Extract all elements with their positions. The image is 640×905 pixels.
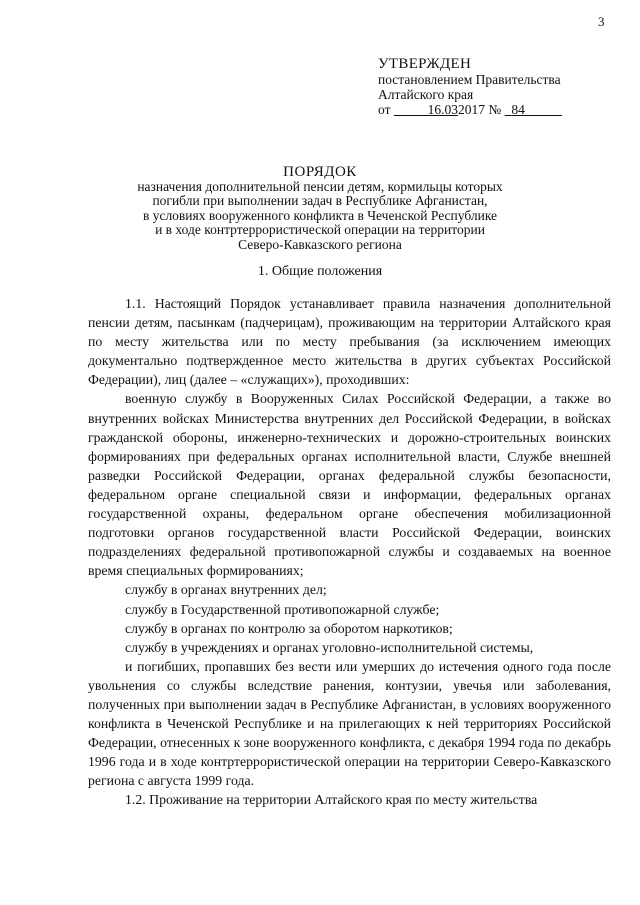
document-title: ПОРЯДОК xyxy=(283,164,357,180)
date-year: 2017 № xyxy=(457,102,502,117)
date-value xyxy=(394,102,458,117)
decree-number xyxy=(505,102,562,117)
paragraph-1-2: 1.2. Проживание на территории Алтайского края по месту жительства xyxy=(125,792,538,808)
approval-stamp: УТВЕРЖДЕН xyxy=(378,56,472,72)
approval-line-1: постановлением Правительства xyxy=(378,72,561,87)
paragraph-1-1: 1.1. Настоящий Порядок устанавливает правила назначения дополнительной пенсии детям, пасынкам (падчерицам), проживающим на территории Алтайского края по месту жительства или по месту пребывания (за исключением имеющих документально подтвержденное место жительства в других субъектах Российской Федерации), лиц (далее – «служащих»), проходивших: xyxy=(88,296,611,388)
list-item-internal-affairs: службу в органах внутренних дел; xyxy=(125,582,327,598)
approval-date-line xyxy=(378,102,628,117)
title-line-2: погибли при выполнении задач в Республике Афганистан, xyxy=(152,193,488,208)
approval-block xyxy=(378,57,628,117)
decree-number-text: 84 xyxy=(511,102,525,117)
section-heading: 1. Общие положения xyxy=(257,264,383,279)
document-title-block xyxy=(60,165,580,252)
paragraph-military-service: военную службу в Вооруженных Силах Российской Федерации, а также во внутренних войсках Министерства внутренних дел Российской Федерации, в войсках гражданской обороны, инженерно-технических и дорожно-строительных воинских формированиях при федеральных органах исполнительной власти, Службе внешней разведки Российской Федерации, органах федеральной службы безопасности, федеральном органе специальной связи и информации, федеральных органах государственной охраны, федеральном органе обеспечения мобилизационной подготовки органов государственной власти Российской Федерации, воинских подразделениях федеральной противопожарной службы и создаваемых на военное время специальных формированиях; xyxy=(88,391,611,579)
document-body xyxy=(88,294,611,810)
title-line-4: и в ходе контртеррористической операции на территории xyxy=(155,222,485,237)
date-prefix: от xyxy=(378,102,391,117)
title-line-1: назначения дополнительной пенсии детям, кормильцы которых xyxy=(137,178,503,194)
list-item-fire-service: службу в Государственной противопожарной службе; xyxy=(125,601,440,617)
page-number: 3 xyxy=(598,14,605,29)
date-value-text: 16.03 xyxy=(427,102,458,117)
list-item-penal-system: службу в учреждениях и органах уголовно-исполнительной системы, xyxy=(125,639,534,655)
approval-line-2: Алтайского края xyxy=(378,87,474,102)
title-line-3: в условиях вооруженного конфликта в Чеченской Республике xyxy=(142,207,498,223)
title-line-5: Северо-Кавказского региона xyxy=(238,236,402,252)
list-item-drug-control: службу в органах по контролю за оборотом наркотиков; xyxy=(125,620,453,636)
paragraph-deceased: и погибших, пропавших без вести или умерших до истечения одного года после увольнения со службы вследствие ранения, контузии, увечья или заболевания, полученных при выполнении задач в Республике Афганистан, в условиях вооруженного конфликта в Чеченской Республике и на прилегающих к ней территориях Российской Федерации, отнесенных к зоне вооруженного конфликта, с декабря 1994 года по декабрь 1996 года и в ходе контртеррористической операции на территории Северо-Кавказского региона с августа 1999 года. xyxy=(88,658,611,789)
